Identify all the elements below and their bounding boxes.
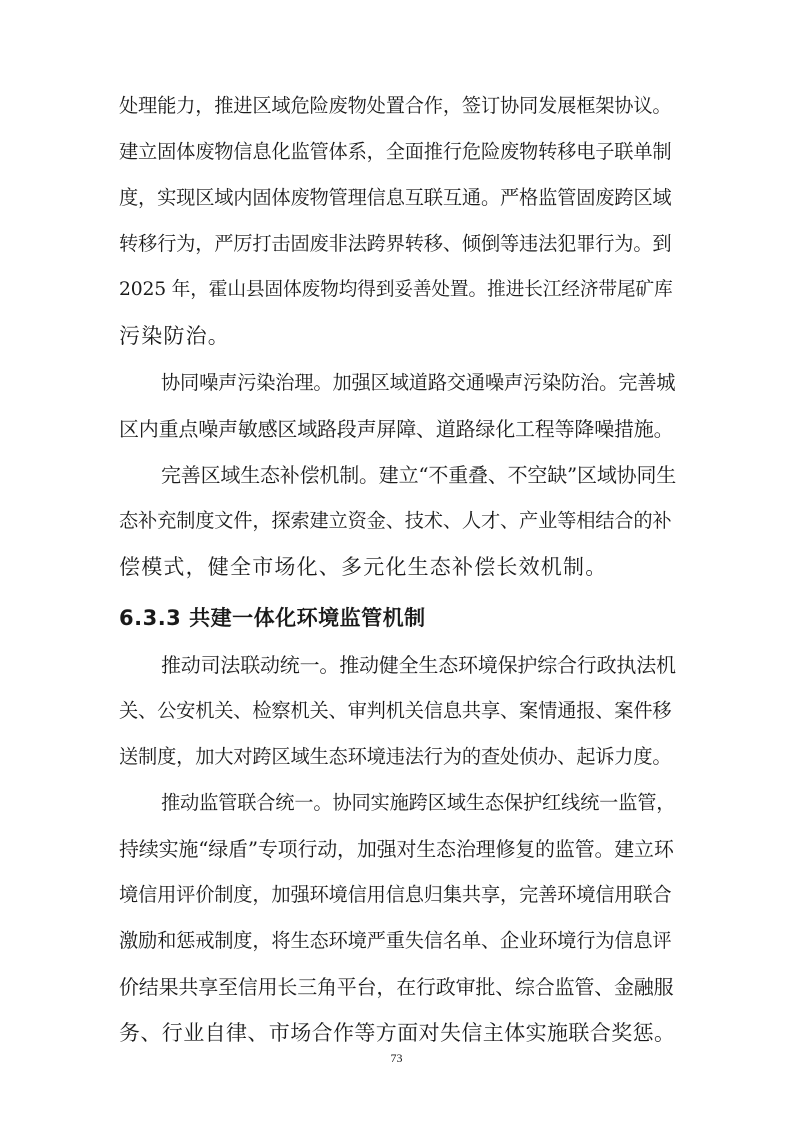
paragraph-first-line: 协同噪声污染治理。加强区域道路交通噪声污染防治。完善城: [161, 371, 676, 394]
paragraph-first-line: 完善区域生态补偿机制。建立“不重叠、不空缺”区域协同生: [161, 463, 677, 487]
paragraph-first-line: 推动监管联合统一。协同实施跨区域生态保护红线统一监管，: [161, 791, 676, 814]
body-line: 境信用评价制度，加强环境信用信息归集共享，完善环境信用联合: [119, 883, 672, 906]
body-line: 区内重点噪声敏感区域路段声屏障、道路绿化工程等降噪措施。: [119, 417, 674, 441]
body-line: 关、公安机关、检察机关、审判机关信息共享、案情通报、案件移: [119, 699, 672, 722]
body-line: 建立固体废物信息化监管体系，全面推行危险废物转移电子联单制: [119, 140, 672, 163]
body-line: 2025 年，霍山县固体废物均得到妥善处置。推进长江经济带尾矿库: [119, 279, 673, 300]
body-line: 务、行业自律、市场合作等方面对失信主体实施联合奖惩。: [119, 1021, 676, 1045]
section-heading: 6.3.3 共建一体化环境监管机制: [119, 606, 426, 630]
body-line: 态补充制度文件，探索建立资金、技术、人才、产业等相结合的补: [119, 509, 672, 532]
paragraph-first-line: 推动司法联动统一。推动健全生态环境保护综合行政执法机: [161, 653, 676, 677]
body-line: 处理能力，推进区域危险废物处置合作，签订协同发展框架协议。: [119, 94, 672, 117]
body-line: 度，实现区域内固体废物管理信息互联互通。严格监管固废跨区域: [119, 186, 672, 209]
body-line: 污染防治。: [119, 324, 230, 348]
body-line: 送制度，加大对跨区域生态环境违法行为的查处侦办、起诉力度。: [119, 745, 672, 768]
body-line: 转移行为，严厉打击固废非法跨界转移、倾倒等违法犯罪行为。到: [119, 232, 672, 255]
body-line: 持续实施“绿盾”专项行动，加强对生态治理修复的监管。建立环: [119, 837, 674, 861]
page-number: 73: [390, 1051, 403, 1065]
body-line: 价结果共享至信用长三角平台，在行政审批、综合监管、金融服: [119, 975, 674, 999]
body-line: 激励和惩戒制度，将生态环境严重失信名单、企业环境行为信息评: [119, 929, 672, 952]
body-line: 偿模式，健全市场化、多元化生态补偿长效机制。: [119, 555, 608, 579]
